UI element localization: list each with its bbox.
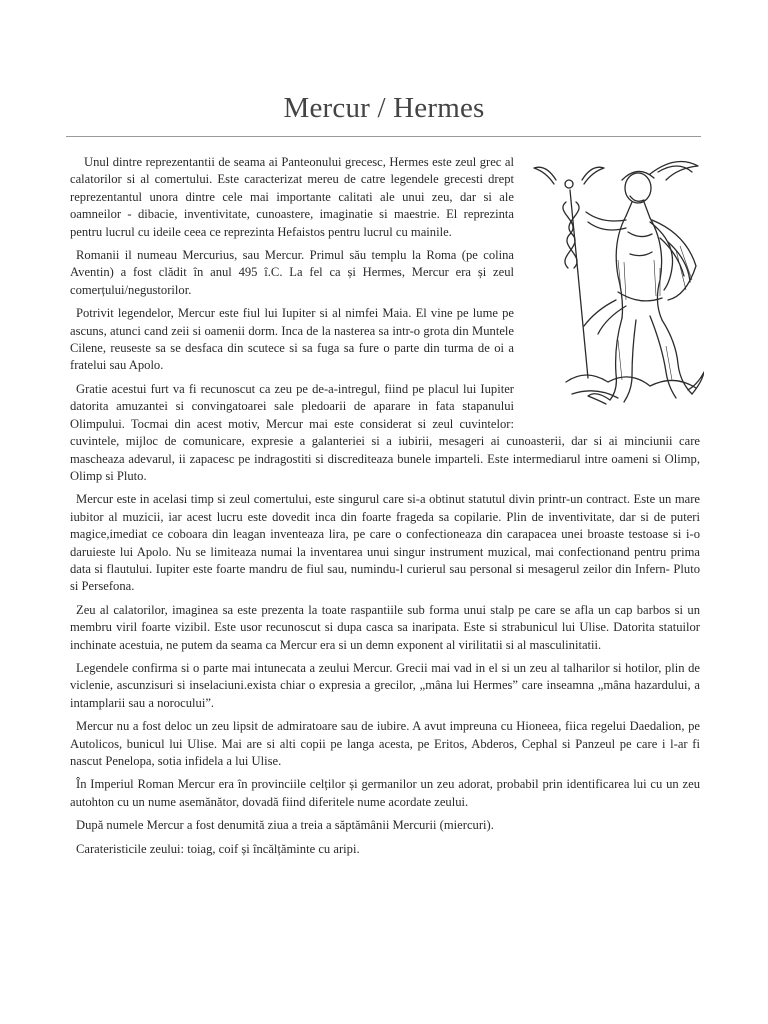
paragraph: Mercur este in acelasi timp si zeul comertului, este singurul care si-a obtinut statutul divin printr-un contract. Este un mare iubitor al muzicii, iar acest lucru este dovedit inca din foarte frageda sa copilarie. Plin de inventivitate, dar si de puteri magice,imediat ce coboara din leagan inventeaza lira, pe care o confectioneaza din carapacea unei broaste testoase si i-o daruieste lui Apolo. Nu se limiteaza numai la inventarea unui singur instrument muzical, mai confectionand pentru prima data si flautului. Iupiter este foarte mandru de fiul sau, numindu-l curierul sau personal si mesagerul zeilor din Infern- Pluto si Persefona. bbox=[70, 492, 700, 594]
hermes-engraving-icon bbox=[526, 150, 704, 412]
paragraph: Mercur nu a fost deloc un zeu lipsit de admiratoare sau de iubire. A avut impreuna cu Hioneea, fiica regelui Daedalion, pe Autolicos, bunicul lui Ulise. Mai are si alti copii pe langa acesta, pe Eritos, Abderos, Cephal si Panzeul pe care i l-ar fi nascut Penelopa, sotia infidela a lui Ulise. bbox=[70, 719, 700, 768]
paragraph: Zeu al calatorilor, imaginea sa este prezenta la toate raspantiile sub forma unui stalp pe care se afla un cap barbos si un membru viril foarte vizibil. Este usor recunoscut si dupa casca sa inaripata. Este si strabunicul lui Ulise. Datorita statuilor inchinate acestuia, ne putem da seama ca Mercur era si un demn exponent al virilitatii si al masculinitatii. bbox=[70, 602, 700, 652]
paragraph: Potrivit legendelor, Mercur este fiul lui Iupiter si al nimfei Maia. El vine pe lume pe ascuns, atunci cand zeii si oamenii dorm. Inca de la nasterea sa intr-o grota din Muntele Cilene, reuseste sa se desfaca din scutece si sa fuga sa fure o parte din turma de oi a fratelui sau Apolo. bbox=[70, 306, 514, 373]
paragraph: Gratie acestui furt va fi recunoscut ca zeu pe de-a-intregul, fiind pe placul lui Iupiter datorita amuzantei si convingatoarei sale pledoarii de aparare in fata stapanului Olimpului. Tocmai din acest motiv, Mercur mai este considerat si zeul cuvintelor: cuvintele, mijloc de comunicare, expresie a galanteriei si a iubirii, mesageri ai cunoasterii, dar si ai minciunii care mascheaza adevarul, ii zapacesc pe indragostiti si discrediteaza bunele imparteli. Este intermediarul intre oameni si Olimp, Olimp si Pluto. bbox=[70, 381, 700, 483]
article-body bbox=[70, 154, 700, 864]
page-title: Mercur / Hermes bbox=[283, 92, 485, 124]
paragraph: În Imperiul Roman Mercur era în provinciile celților și germanilor un zeu adorat, probabil prin identificarea lui cu un zeu autohton cu un nume asemănător, dovadă fiind diferitele nume acordate zeului. bbox=[70, 777, 700, 809]
paragraph: După numele Mercur a fost denumită ziua a treia a săptămânii Mercurii (miercuri). bbox=[76, 818, 494, 833]
paragraph: Unul dintre reprezentantii de seama ai Panteonului grecesc, Hermes este zeul grec al calatorilor si al comertului. Este caracterizat mereu de catre legendele grecesti drept reprezentantul unora dintre cele mai importante calitati ale unui zeu, dar si ale oamneilor - dibacie, inventivitate, cunoastere, imaginatie si maestrie. El reprezinta pentru lucrul cu ideile ceea ce reprezinta Hefaistos pentru lucrul cu mainile. bbox=[70, 155, 514, 239]
paragraph: Carateristicile zeului: toiag, coif și încălțăminte cu aripi. bbox=[76, 841, 360, 856]
hermes-illustration bbox=[526, 150, 704, 412]
title-divider bbox=[66, 136, 701, 137]
paragraph: Romanii il numeau Mercurius, sau Mercur. Primul său templu la Roma (pe colina Aventin) a fost clădit în anul 495 î.C. La fel ca și Hermes, Mercur era și zeul comerțului/negustorilor. bbox=[70, 248, 514, 297]
paragraph: Legendele confirma si o parte mai intunecata a zeului Mercur. Grecii mai vad in el si un zeu al talharilor si hotilor, plin de viclenie, ascunzisuri si inselaciuni.exista chiar o expresia a grecilor, „mâna lui Hermes” care inseamna „mâna hazardului, a intamplarii sau a norocului”. bbox=[70, 660, 700, 710]
